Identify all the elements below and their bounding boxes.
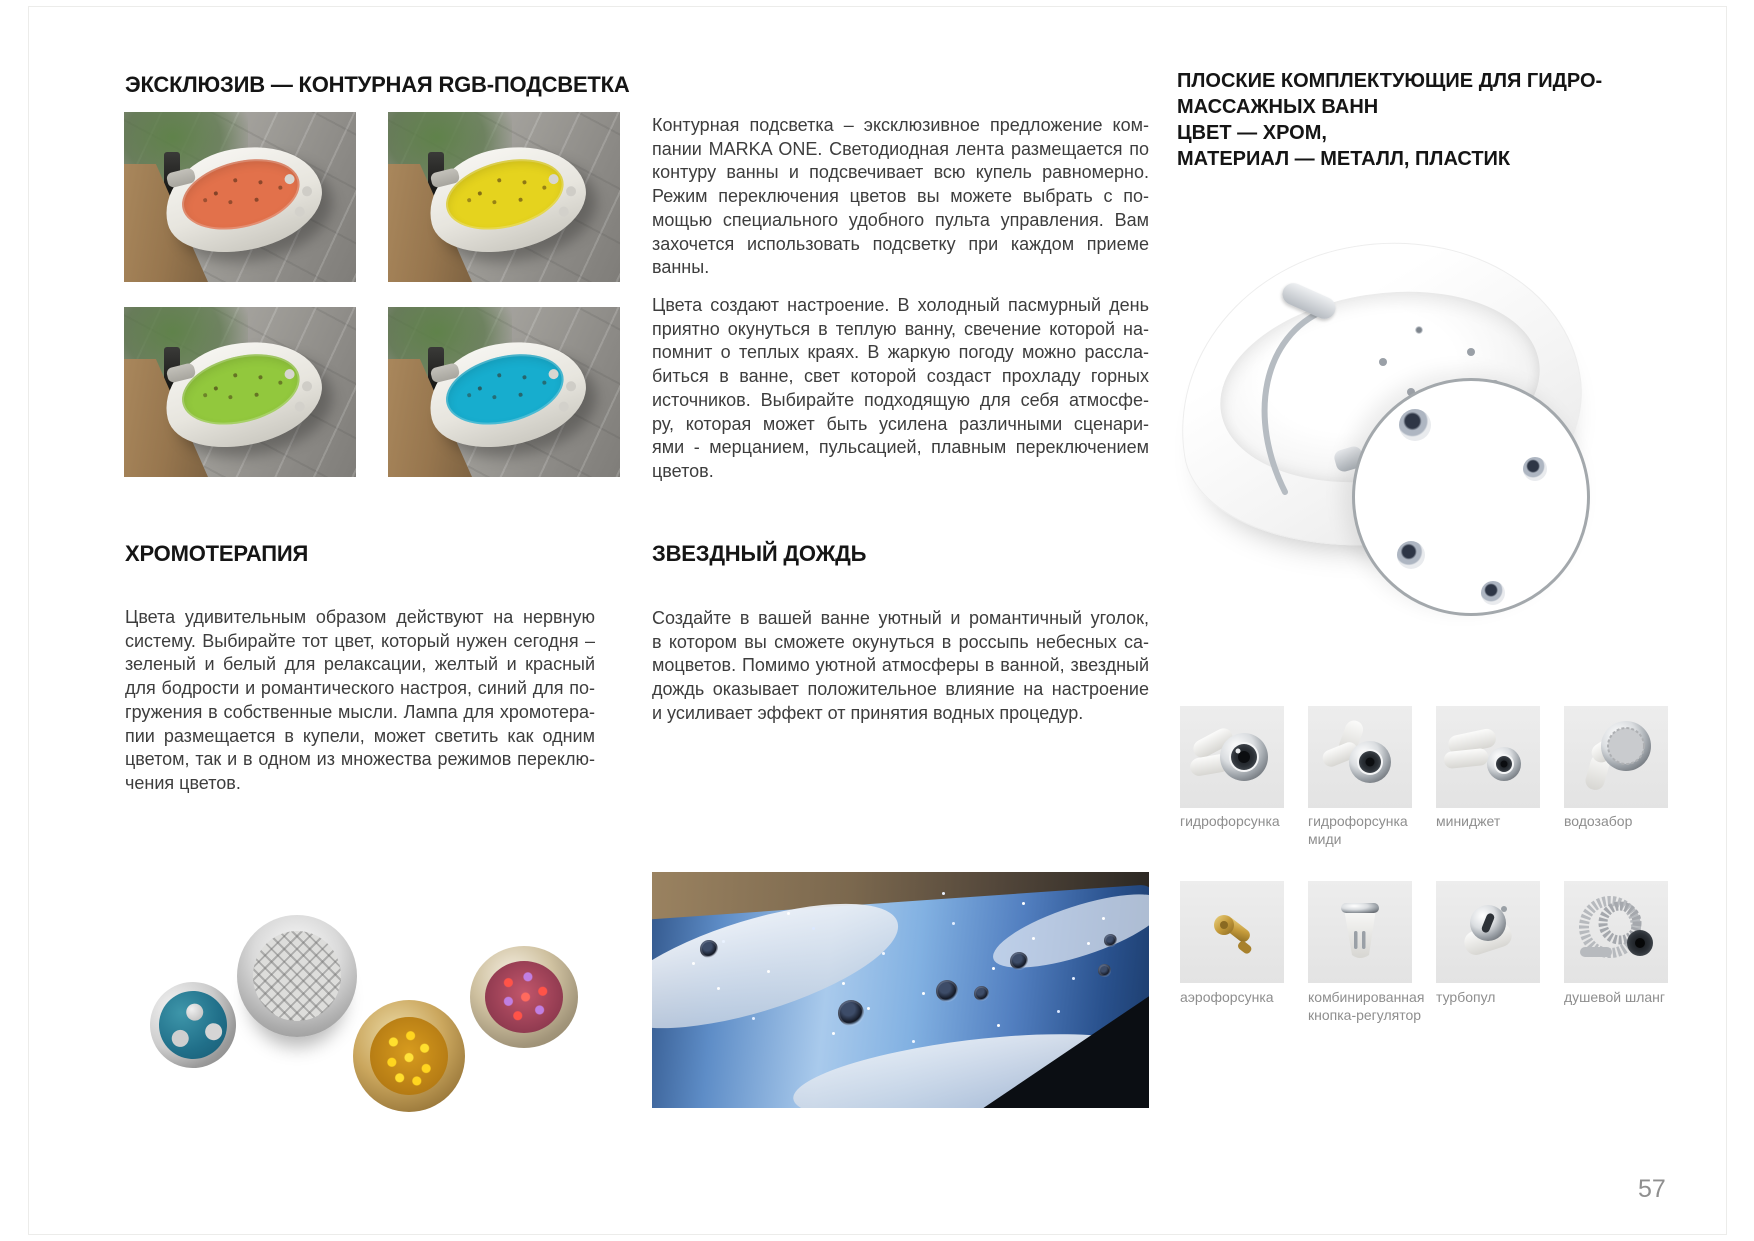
component-label: гидрофорсунка миди [1308, 813, 1408, 847]
section-title-exclusive: ЭКСКЛЮЗИВ — КОНТУРНАЯ RGB-ПОДСВЕТКА [125, 72, 630, 97]
chromotherapy-lamps-photo [125, 870, 595, 1110]
jet-photo [700, 940, 718, 958]
components-title-line: МАТЕРИАЛ — МЕТАЛЛ, ПЛАСТИК [1177, 148, 1511, 170]
combined-button-photo [1308, 881, 1412, 983]
bathtub-thumb-yellow [388, 112, 620, 282]
water-intake-photo [1564, 706, 1668, 808]
section-title-chromotherapy: ХРОМОТЕРАПИЯ [125, 541, 309, 566]
flat-components-bathtub-photo [1177, 230, 1665, 650]
components-title-line: ЦВЕТ — ХРОМ, [1177, 122, 1327, 144]
component-label: комбинированная кнопка-регулятор [1308, 989, 1425, 1023]
star-rain-text: Создайте в вашей ванне уютный и романтичный уголок, в котором вы сможете окунуться в россыпь небесных са- моцветов. Помимо уютной атмосферы в ванной, звездный дождь оказывает положительное влияние на настроение и усиливает эффект от принятия водных процедур. [652, 608, 1149, 723]
jet-photo [1104, 934, 1117, 947]
minijet-photo [1436, 706, 1540, 808]
chromotherapy-text: Цвета удивительным образом действуют на нервную систему. Выбирайте тот цвет, который нужен сегодня – зеленый и белый для релаксации, желтый и красный для бодрости и романтического настроя, синий для по- гружения в собственные мысли. Лампа для хромотера- пии размещается в купели, может светить как одним цветом, так и в одном из множества режимов переклю- чения цветов. [125, 607, 595, 793]
flat-jet-photo [1523, 457, 1547, 481]
shower-hose [1233, 296, 1363, 516]
component-label: аэрофорсунка [1180, 989, 1274, 1005]
air-jet-photo [1180, 881, 1284, 983]
jet-photo [974, 986, 989, 1001]
jet-photo [936, 980, 958, 1002]
gold-lamp-photo [353, 1000, 465, 1112]
magnifier-circle [1352, 378, 1590, 616]
bathtub-thumb-cyan [388, 307, 620, 477]
bathtub-thumb-green [124, 307, 356, 477]
components-title-line: ПЛОСКИЕ КОМПЛЕКТУЮЩИЕ ДЛЯ ГИДРО- [1177, 70, 1603, 92]
exclusive-intro-text: Контурная подсветка – эксклюзивное предложение ком- пании MARKA ONE. Светодиодная лента размещается по контуру ванны и подсвечивает всю купель равномерно. Режим переключения цветов вы можете выбрать с по- мощью специального удобного пульта управления. Вам захочется использовать подсветку при каждом приеме ванны. [652, 115, 1149, 278]
jet-photo [1098, 964, 1111, 977]
flat-jet-photo [1481, 581, 1505, 605]
hydro-jet-photo [1180, 706, 1284, 808]
flat-jet-photo [1397, 541, 1425, 569]
remote-control-photo [144, 976, 241, 1073]
jet-photo [1010, 952, 1028, 970]
component-label: водозабор [1564, 813, 1633, 829]
hydro-jet-midi-photo [1308, 706, 1412, 808]
components-title-line: МАССАЖНЫХ ВАНН [1177, 96, 1379, 118]
shower-hose-photo [1564, 881, 1668, 983]
component-label: турбопул [1436, 989, 1496, 1005]
bathtub-jet-dots [1415, 326, 1423, 334]
bathtub-thumb-orange [124, 112, 356, 282]
chrome-lamp-photo [237, 915, 357, 1037]
exclusive-mood-text: Цвета создают настроение. В холодный пасмурный день приятно окунуться в теплую ванну, свечение которой на- помнит о теплых краях. В жаркую погоду можно рассла- биться в ванне, свет которой создаст прохладу горных источников. Выбирайте подходящую для себя атмосфе- ру, которая может быть усилена различными сценари- ями - мерцанием, пульсацией, плавным переключением цветов. [652, 295, 1149, 481]
flat-jet-photo [1399, 409, 1431, 441]
star-sparkles [692, 962, 695, 965]
components-title [1177, 68, 1602, 172]
star-rain-photo [652, 872, 1149, 1108]
component-label: миниджет [1436, 813, 1501, 829]
component-label: гидрофорсунка [1180, 813, 1280, 829]
red-led-lamp-photo [470, 946, 578, 1048]
jet-photo [838, 1000, 864, 1026]
page-number: 57 [1638, 1175, 1666, 1203]
turbo-jet-photo [1436, 881, 1540, 983]
section-title-star-rain: ЗВЕЗДНЫЙ ДОЖДЬ [652, 541, 867, 566]
component-label: душевой шланг [1564, 989, 1665, 1005]
